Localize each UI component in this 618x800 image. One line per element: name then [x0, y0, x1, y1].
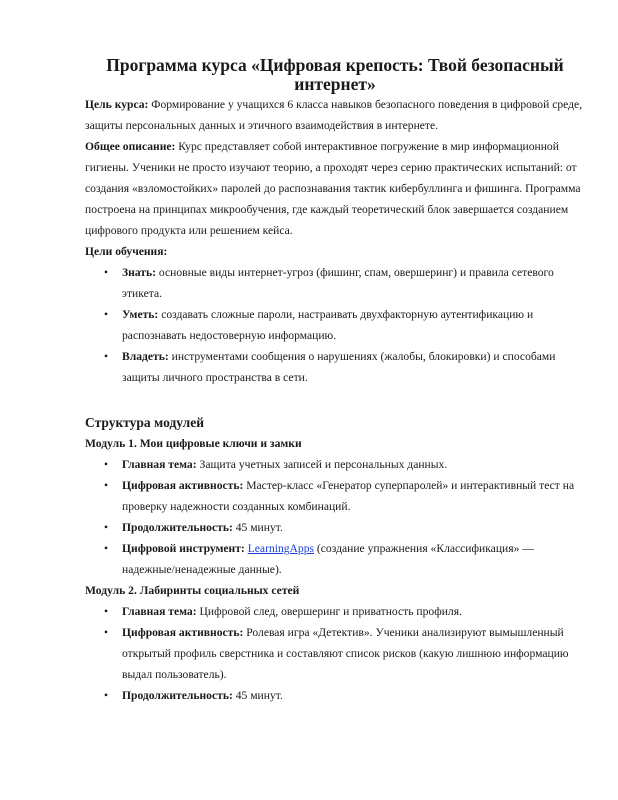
- activity-label: Цифровая активность:: [122, 626, 244, 639]
- bullet-icon: •: [104, 689, 109, 702]
- course-goal-text: Формирование у учащихся 6 класса навыков безопасного поведения в цифровой среде, защиты персональных данных и этичного взаимодействия в интернете.: [85, 98, 583, 132]
- bullet-icon: •: [104, 542, 109, 555]
- course-description-text: Курс представляет собой интерактивное погружение в мир информационной гигиены. Ученики не просто изучают теорию, а проходят через серию практических испытаний: от создания «взломостойких» паролей до распознавания тактик кибербуллинга и фишинга. Программа построена на принципах микрообучения, где каждый теоретический блок завершается созданием цифрового продукта или решением кейса.: [85, 140, 581, 237]
- objective-text: основные виды интернет-угроз (фишинг, спам, овершеринг) и правила сетевого этикета.: [122, 266, 554, 300]
- module-1-title: Модуль 1. Мои цифровые ключи и замки: [85, 437, 302, 450]
- bullet-icon: •: [104, 308, 109, 321]
- module-item: [85, 601, 585, 622]
- document-page: [85, 56, 585, 706]
- course-goal: [85, 94, 585, 136]
- module-2-list: [85, 601, 585, 706]
- topic-label: Главная тема:: [122, 458, 197, 471]
- objective-item: [85, 304, 585, 346]
- objectives-heading: Цели обучения:: [85, 245, 168, 258]
- objective-text: создавать сложные пароли, настраивать двухфакторную аутентификацию и распознавать недостоверную информацию.: [122, 308, 534, 342]
- activity-label: Цифровая активность:: [122, 479, 244, 492]
- bullet-icon: •: [104, 266, 109, 279]
- bullet-icon: •: [104, 458, 109, 471]
- duration-label: Продолжительность:: [122, 521, 233, 534]
- section-spacer: [85, 388, 585, 412]
- structure-heading: Структура модулей: [85, 415, 205, 430]
- bullet-icon: •: [104, 626, 109, 639]
- course-description: [85, 136, 585, 241]
- topic-label: Главная тема:: [122, 605, 197, 618]
- objective-item: [85, 346, 585, 388]
- objectives-list: [85, 262, 585, 388]
- module-2-title: Модуль 2. Лабиринты социальных сетей: [85, 584, 300, 597]
- objective-label: Уметь:: [122, 308, 159, 321]
- module-item: [85, 517, 585, 538]
- objective-item: [85, 262, 585, 304]
- module-1-list: [85, 454, 585, 580]
- bullet-icon: •: [104, 521, 109, 534]
- bullet-icon: •: [104, 350, 109, 363]
- activity-text: Мастер-класс «Генератор суперпаролей» и интерактивный тест на проверку надежности созданных комбинаций.: [122, 479, 575, 513]
- duration-text: 45 минут.: [232, 521, 283, 534]
- objective-label: Знать:: [122, 266, 156, 279]
- module-item: [85, 475, 585, 517]
- bullet-icon: •: [104, 605, 109, 618]
- objective-text: инструментами сообщения о нарушениях (жалобы, блокировки) и способами защиты личного пространства в сети.: [122, 350, 556, 384]
- topic-text: Защита учетных записей и персональных данных.: [196, 458, 448, 471]
- module-item: [85, 622, 585, 685]
- tool-text: (создание упражнения «Классификация» — надежные/ненадежные данные).: [122, 542, 534, 576]
- activity-text: Ролевая игра «Детектив». Ученики анализируют вымышленный открытый профиль сверстника и составляют список рисков (какую лишнюю информацию выдал пользователь).: [122, 626, 569, 681]
- course-goal-label: Цель курса:: [85, 98, 149, 111]
- bullet-icon: •: [104, 479, 109, 492]
- module-item: [85, 685, 585, 706]
- topic-text: Цифровой след, овершеринг и приватность профиля.: [196, 605, 462, 618]
- course-description-label: Общее описание:: [85, 140, 176, 153]
- duration-label: Продолжительность:: [122, 689, 233, 702]
- duration-text: 45 минут.: [232, 689, 283, 702]
- objective-label: Владеть:: [122, 350, 169, 363]
- document-title: Программа курса «Цифровая крепость: Твой безопасный интернет»: [106, 55, 564, 94]
- module-item: [85, 538, 585, 580]
- tool-label: Цифровой инструмент:: [122, 542, 245, 555]
- learningapps-link[interactable]: LearningApps: [247, 542, 315, 555]
- module-item: [85, 454, 585, 475]
